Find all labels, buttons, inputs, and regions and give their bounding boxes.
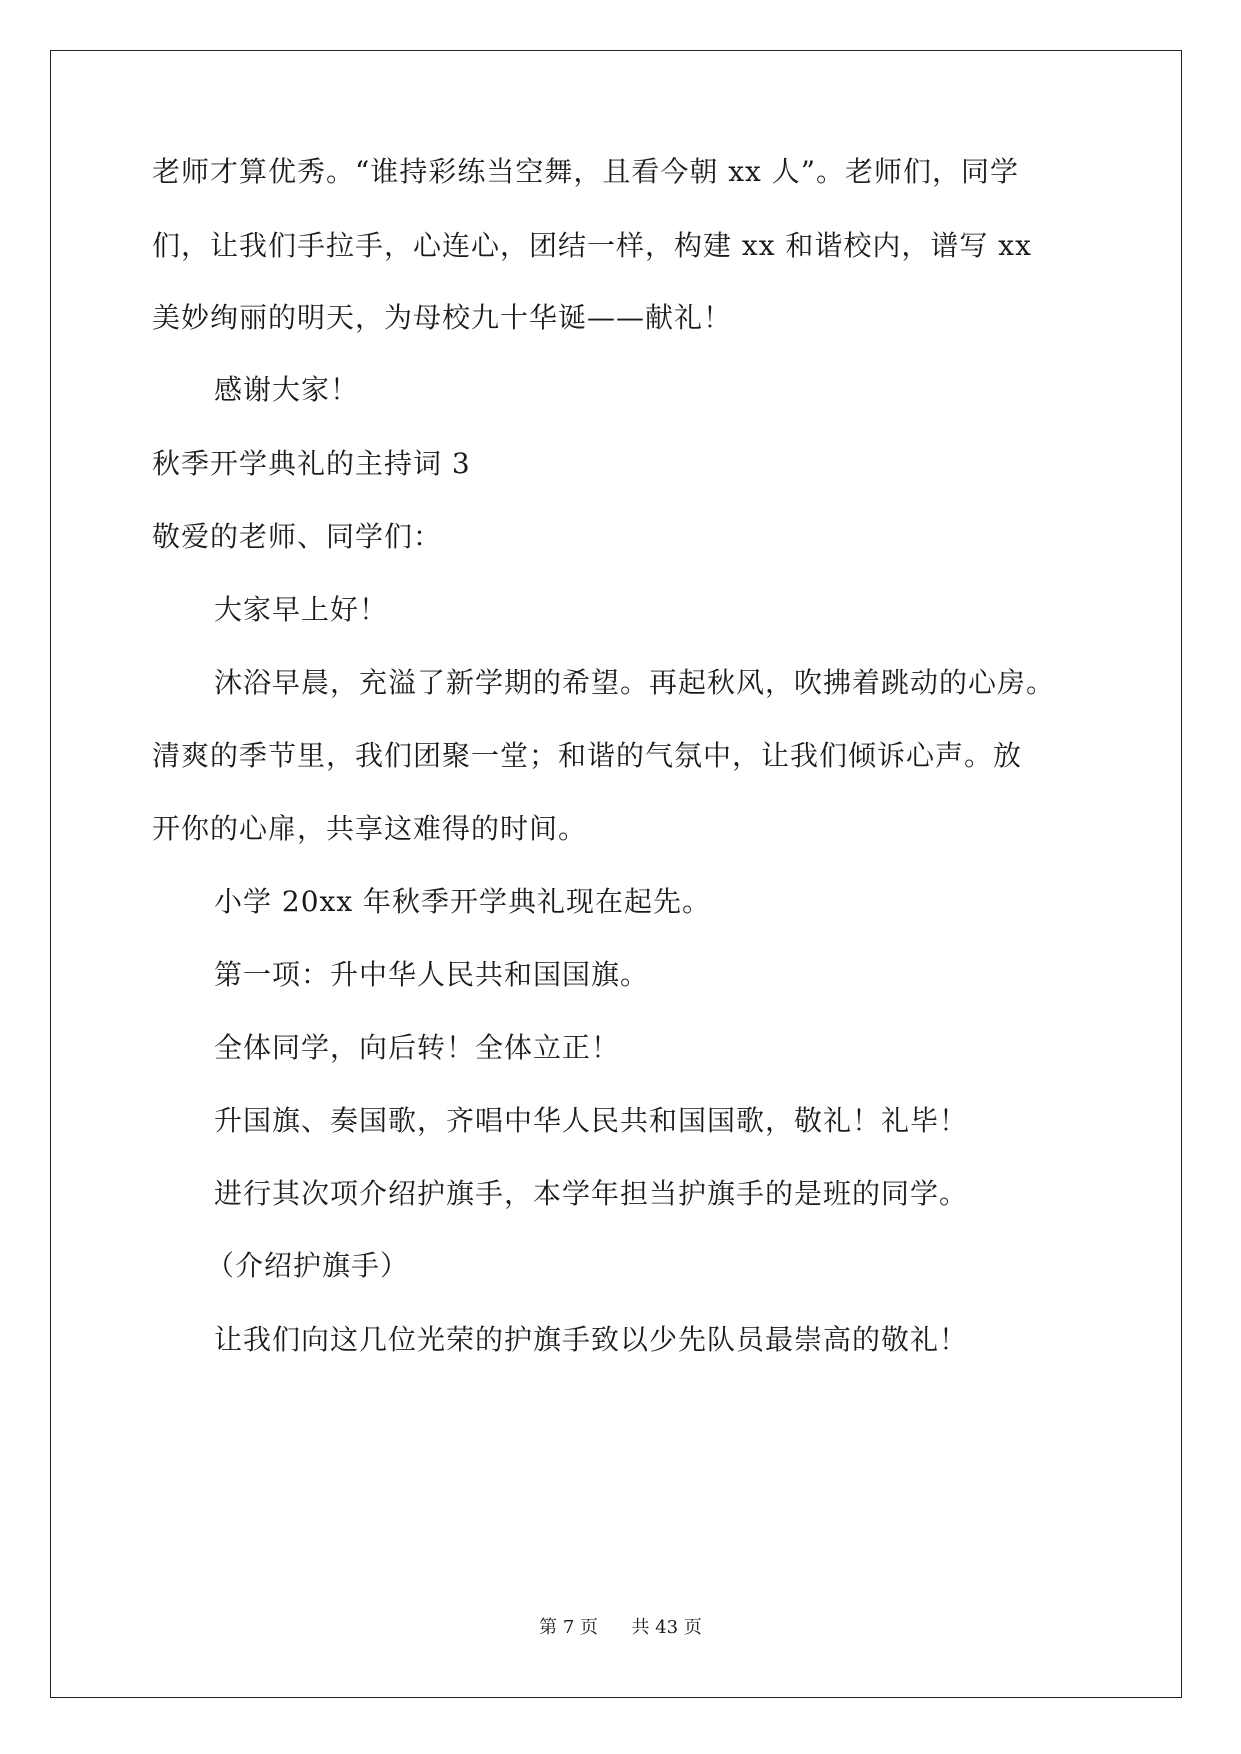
section-heading: 秋季开学典礼的主持词 3 [152, 447, 471, 480]
paragraph-line: 第一项：升中华人民共和国国旗。 [214, 958, 650, 991]
paragraph-line: 升国旗、奏国歌，齐唱中华人民共和国国歌，敬礼！礼毕！ [214, 1104, 969, 1137]
paragraph-line: 老师才算优秀。“谁持彩练当空舞，且看今朝 xx 人”。老师们，同学 [152, 155, 1020, 188]
paragraph-line: （介绍护旗手） [206, 1249, 410, 1282]
paragraph-line: 全体同学，向后转！全体立正！ [214, 1031, 621, 1064]
paragraph-line: 清爽的季节里，我们团聚一堂；和谐的气氛中，让我们倾诉心声。放 [152, 739, 1023, 772]
paragraph-line: 让我们向这几位光荣的护旗手致以少先队员最崇高的敬礼！ [214, 1323, 969, 1356]
paragraph-line: 大家早上好！ [214, 593, 389, 626]
page-total: 共 43 页 [631, 1617, 702, 1638]
paragraph-line: 们，让我们手拉手，心连心，团结一样，构建 xx 和谐校内，谱写 xx [152, 229, 1032, 262]
salutation: 敬爱的老师、同学们： [152, 520, 443, 553]
page-number: 第 7 页 [539, 1617, 599, 1638]
paragraph-line: 感谢大家！ [214, 373, 360, 406]
paragraph-line: 进行其次项介绍护旗手，本学年担当护旗手的是班的同学。 [214, 1177, 969, 1210]
page-footer [0, 1616, 1241, 1640]
paragraph-line: 小学 20xx 年秋季开学典礼现在起先。 [214, 885, 712, 918]
paragraph-line: 美妙绚丽的明天，为母校九十华诞——献礼！ [152, 301, 733, 334]
paragraph-line: 开你的心扉，共享这难得的时间。 [152, 812, 588, 845]
paragraph-line: 沐浴早晨，充溢了新学期的希望。再起秋风，吹拂着跳动的心房。 [214, 666, 1056, 699]
